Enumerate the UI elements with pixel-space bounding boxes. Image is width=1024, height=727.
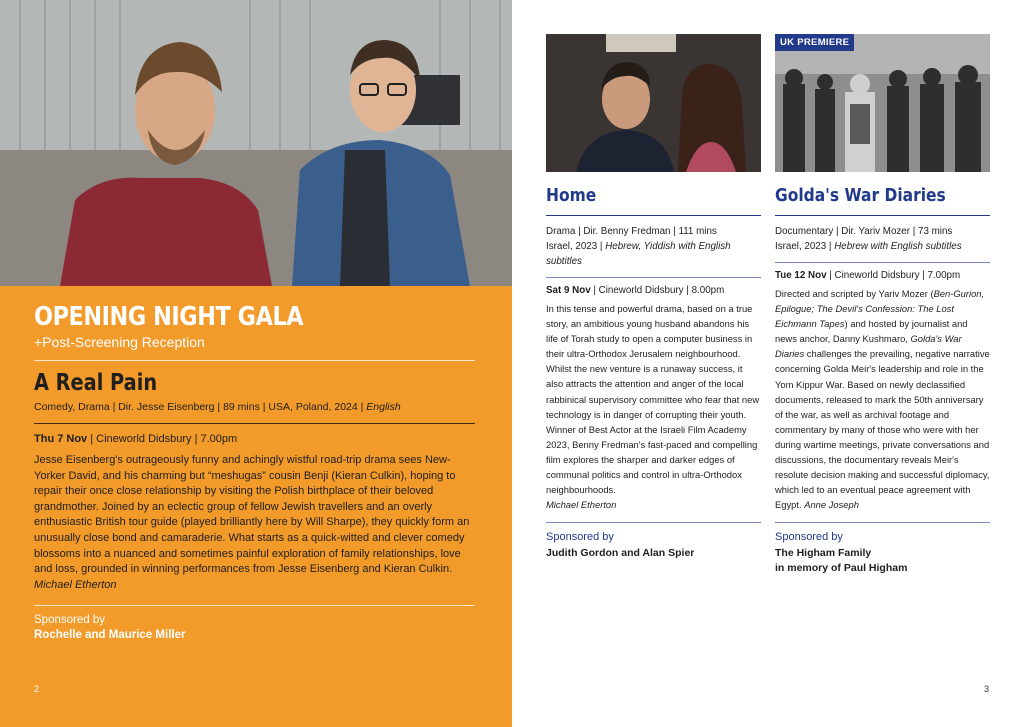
film-language: English — [366, 401, 401, 413]
sponsor-name-line: in memory of Paul Higham — [775, 562, 908, 575]
film-language: Hebrew with English subtitles — [834, 241, 962, 252]
film-meta-line — [546, 239, 761, 269]
opening-gala-section — [34, 302, 475, 641]
sponsor-name-line: The Higham Family — [775, 547, 872, 560]
page-number: 2 — [34, 684, 40, 694]
hero-illustration — [0, 0, 512, 286]
film-home-column — [546, 34, 761, 561]
divider — [775, 262, 990, 263]
film-title: A Real Pain — [34, 370, 158, 396]
synopsis-text: Jesse Eisenberg's outrageously funny and achingly wistful road-trip drama sees New-Yorker David, and his charming but “meshugas” cousin Benji (Kieran Culkin), hoping to repair their once close relationship by visiting the Polish birthplace of their beloved grandmother. Joined by an eclectic group of fellow Jewish travellers and an overly enthusiastic British tour guide (played brilliantly here by Will Sharpe), they quickly form an unusually close bond and camaraderie. What starts as a quick-witted and clever comedy blossoms into a nuanced and sometimes painful exploration of family relationships, love and loss, grounded in winning performances from Jesse Eisenberg and Kieran Culkin. — [34, 454, 470, 576]
screening-date: Sat 9 Nov — [546, 285, 591, 296]
synopsis-text: Directed and scripted by Yariv Mozer ( — [775, 288, 934, 299]
screening-venue-time: | Cineworld Didsbury | 8.00pm — [590, 285, 725, 296]
screening-venue-time: | Cineworld Didsbury | 7.00pm — [826, 270, 961, 281]
film-synopsis — [546, 301, 761, 512]
synopsis-film-titles: Ben-Gurion, Epilogue; The Devil's Confession: The Lost Eichmann Tapes — [775, 288, 985, 330]
gala-subtitle: +Post-Screening Reception — [34, 334, 205, 350]
divider — [775, 215, 990, 216]
divider — [34, 360, 475, 361]
sponsor-names: Rochelle and Maurice Miller — [34, 629, 186, 642]
screening-venue-time: | Cineworld Didsbury | 7.00pm — [87, 433, 238, 445]
review-credit: Michael Etherton — [546, 499, 617, 511]
film-country-year: Israel, 2023 | — [775, 241, 835, 252]
synopsis-film-title: Golda's War Diaries — [775, 333, 962, 360]
screening-info — [775, 270, 990, 281]
film-country-year: Israel, 2023 | — [546, 241, 606, 252]
film-meta-text: Comedy, Drama | Dir. Jesse Eisenberg | 89 mins | USA, Poland, 2024 | — [34, 401, 367, 413]
divider — [546, 277, 761, 278]
film-meta — [546, 224, 761, 269]
review-credit: Michael Etherton — [34, 578, 117, 591]
divider — [34, 605, 475, 606]
page-number: 3 — [984, 684, 990, 694]
divider — [34, 423, 475, 424]
divider — [546, 215, 761, 216]
hero-photo-a-real-pain — [0, 0, 512, 286]
film-synopsis — [34, 453, 475, 593]
divider — [546, 522, 761, 523]
film-still-golda — [775, 34, 990, 172]
film-title: Golda's War Diaries — [775, 185, 946, 206]
sponsor-label: Sponsored by — [775, 531, 843, 544]
gala-title: OPENING NIGHT GALA — [34, 302, 304, 332]
film-synopsis — [775, 286, 990, 512]
sponsor-block — [34, 605, 475, 641]
film-golda-column — [775, 34, 990, 576]
synopsis-text: challenges the prevailing, negative narrative concerning Golda Meir's leadership and role in the Yom Kippur War. Based on newly declassified documents, released to mark the 50th anniversary of the war, as well as archival footage and commentary by many of those who were with her during wartime meetings, private conversations and discussions, the documentary reveals Meir's resolute decision making and successful diplomacy, which led to an eventual peace agreement with Egypt. — [775, 348, 990, 511]
film-meta — [34, 401, 475, 413]
film-language: Hebrew, Yiddish with English subtitles — [546, 241, 731, 267]
synopsis-text: ) and hosted by journalist and news anchor, Danny Kushmaro, — [775, 318, 968, 345]
sponsor-names: Judith Gordon and Alan Spier — [546, 547, 695, 560]
home-illustration — [546, 34, 761, 172]
film-meta — [775, 224, 990, 254]
golda-illustration — [775, 34, 990, 172]
sponsor-label: Sponsored by — [546, 531, 614, 544]
divider — [775, 522, 990, 523]
film-meta-line: Drama | Dir. Benny Fredman | 111 mins — [546, 226, 717, 237]
synopsis-text: In this tense and powerful drama, based on a true story, an ambitious young husband abandons his life of Torah study to open a computer business in their ultra-Orthodox Jerusalem neighbourhood. Whilst the new venture is a runaway success, it also attracts the attention and anger of the local rabbinical supervisory committee who fear that new technology is in danger of corrupting their youth. Winner of Best Actor at the Israeli Film Academy 2023, Benny Fredman's fast-paced and compelling film explores the sharper and darker edges of communal politics and control in ultra-Orthodox neighbourhoods. — [546, 303, 760, 496]
film-title: Home — [546, 185, 597, 206]
uk-premiere-badge: UK PREMIERE — [775, 34, 854, 51]
screening-info — [546, 285, 761, 296]
film-still-home — [546, 34, 761, 172]
sponsor-names — [775, 546, 990, 576]
film-meta-line: Documentary | Dir. Yariv Mozer | 73 mins — [775, 226, 953, 237]
screening-date: Thu 7 Nov — [34, 433, 88, 445]
screening-info — [34, 433, 475, 445]
film-meta-line — [775, 239, 990, 254]
review-credit: Anne Joseph — [804, 499, 859, 511]
screening-date: Tue 12 Nov — [775, 270, 827, 281]
sponsor-label: Sponsored by — [34, 614, 105, 627]
